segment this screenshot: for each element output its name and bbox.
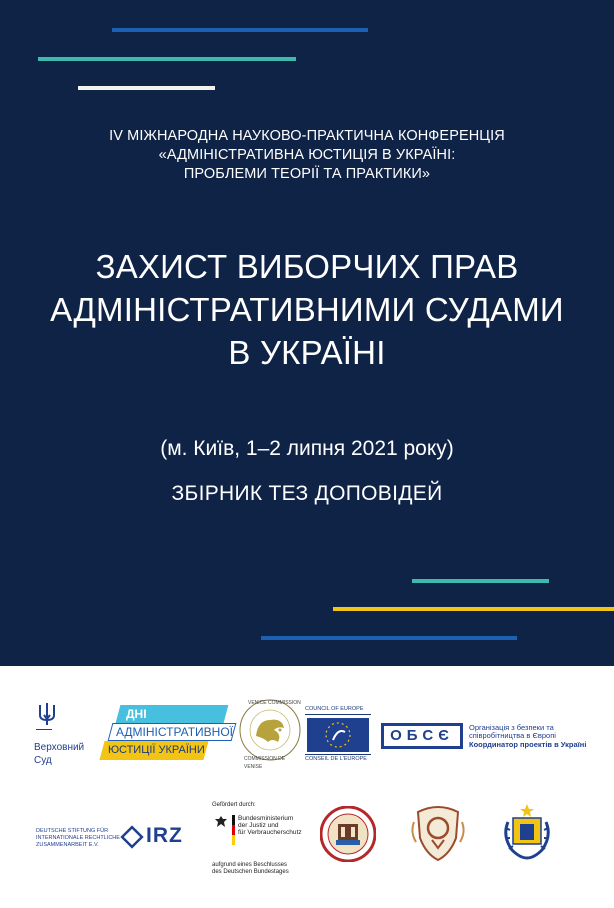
bmjv-header: Gefördert durch: — [212, 802, 256, 808]
coe-bottom-rule — [305, 754, 371, 755]
coe-top-text: COUNCIL OF EUROPE — [305, 706, 364, 712]
laurel-emblem-icon — [498, 800, 556, 862]
stripe-white-top — [78, 86, 215, 90]
irz-line-2: INTERNATIONALE RECHTLICHE — [36, 835, 120, 841]
stripe-blue-top — [112, 28, 368, 32]
supreme-court-logo — [34, 702, 94, 772]
conference-line-3: ПРОБЛЕМИ ТЕОРІЇ ТА ПРАКТИКИ» — [183, 166, 431, 182]
partner-logos — [0, 666, 614, 908]
bmjv-foot-2: des Deutschen Bundestages — [212, 869, 289, 875]
coe-top-rule — [305, 714, 371, 715]
venice-top-text: VENICE COMMISSION — [248, 700, 301, 706]
trident-icon — [36, 702, 58, 726]
supreme-court-line-1: Верховний — [34, 742, 85, 753]
osce-line-1: Організація з безпеки та — [469, 723, 554, 732]
title-line-3: В УКРАЇНІ — [228, 334, 386, 371]
bmjv-line-2: der Justiz und — [238, 822, 279, 829]
bmjv-line-1: Bundesministerium — [238, 815, 294, 822]
ornate-shield-icon — [410, 802, 466, 862]
title-line-2: АДМІНІСТРАТИВНИМИ СУДАМИ — [50, 291, 564, 328]
irz-line-1: DEUTSCHE STIFTUNG FÜR — [36, 828, 109, 834]
stripe-blue-bottom — [261, 636, 517, 640]
venice-bottom-text: COMMISSION DE VENISE — [244, 756, 286, 770]
osce-logo — [381, 723, 591, 751]
stripe-teal-bottom — [412, 579, 549, 583]
coe-flag — [307, 718, 369, 752]
days-line-1: ДНІ — [126, 707, 147, 721]
main-title — [0, 245, 614, 374]
bmjv-foot-1: aufgrund eines Beschlusses — [212, 862, 288, 868]
council-of-europe-logo — [305, 706, 371, 764]
days-line-3: ЮСТИЦІЇ УКРАЇНИ — [108, 744, 205, 756]
stripe-yellow-bottom — [333, 607, 614, 611]
supreme-court-divider — [36, 729, 52, 730]
lion-seal-icon — [238, 698, 302, 762]
conference-line-2: «АДМІНІСТРАТИВНА ЮСТИЦІЯ В УКРАЇНІ: — [158, 147, 456, 163]
german-flag-stripe — [232, 815, 235, 845]
university-seal-icon — [320, 806, 376, 862]
place-date: (м. Київ, 1–2 липня 2021 року) — [160, 437, 454, 460]
eu-stars-icon — [307, 718, 369, 752]
bmjv-line-3: für Verbraucherschutz — [238, 829, 302, 836]
osce-mark: ОБСЄ — [384, 726, 460, 746]
irz-diamond-icon — [120, 825, 144, 849]
collection-label: ЗБІРНИК ТЕЗ ДОПОВІДЕЙ — [171, 482, 443, 505]
venice-commission-logo — [238, 698, 302, 770]
osce-line-3: Координатор проектів в Україні — [469, 740, 587, 749]
admin-justice-days-logo — [96, 703, 236, 769]
stripe-teal-top — [38, 57, 296, 61]
days-line-2: АДМІНІСТРАТИВНОЇ — [116, 725, 234, 739]
coe-bottom-text: CONSEIL DE L'EUROPE — [305, 756, 367, 762]
irz-mark: IRZ — [146, 824, 183, 847]
conference-info — [0, 127, 614, 184]
irz-line-3: ZUSAMMENARBEIT E.V. — [36, 842, 99, 848]
title-line-1: ЗАХИСТ ВИБОРЧИХ ПРАВ — [95, 248, 519, 285]
osce-line-2: співробітництва в Європі — [469, 731, 556, 740]
conference-line-1: IV МІЖНАРОДНА НАУКОВО-ПРАКТИЧНА КОНФЕРЕНЦІЯ — [109, 128, 505, 144]
supreme-court-line-2: Суд — [34, 755, 52, 766]
german-eagle-icon — [214, 815, 228, 829]
irz-logo — [36, 821, 196, 855]
bmjv-logo — [212, 801, 312, 876]
